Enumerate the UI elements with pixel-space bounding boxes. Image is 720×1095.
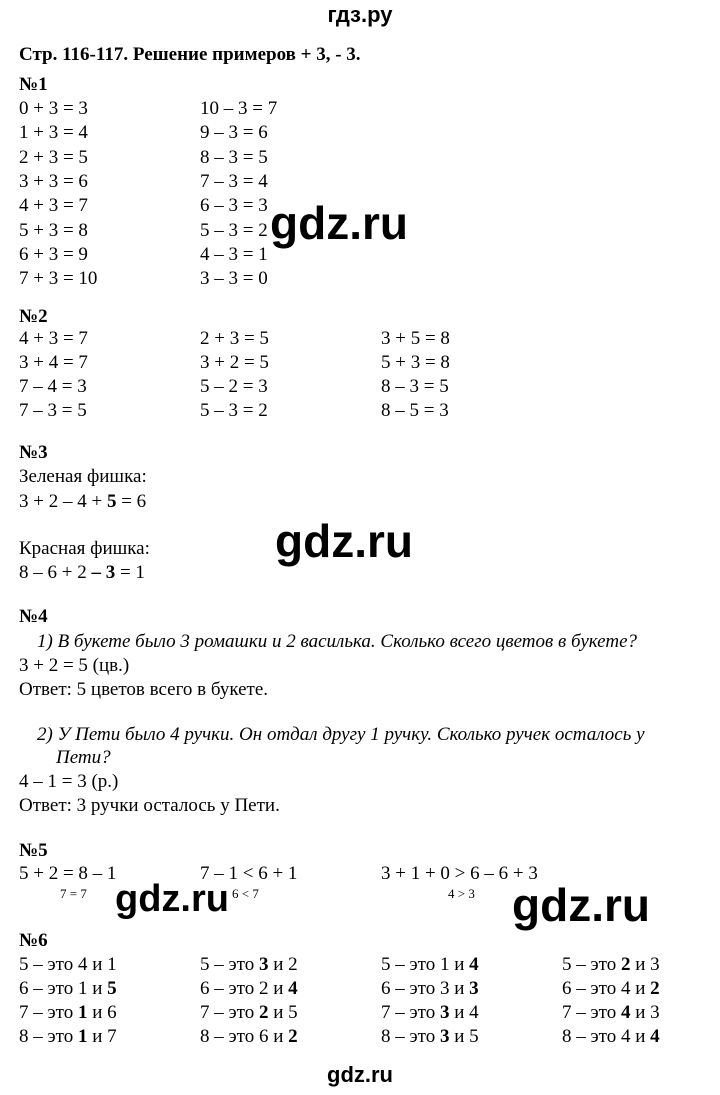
decomposition-text: 8 – это [19,1026,78,1047]
comparison-3-note: 4 > 3 [448,886,475,901]
section-4-heading: №4 [19,606,48,627]
comparison-3: 3 + 1 + 0 > 6 – 6 + 3 [381,863,538,884]
decomposition-text: и 6 [87,1002,117,1023]
decomposition-text: и 5 [268,1002,298,1023]
section-1-heading: №1 [19,74,48,95]
decomposition-answer: 5 [107,978,117,999]
task-2-text-line-2: Пети? [56,747,111,768]
red-eq-answer: – 3 [91,562,116,583]
equation: 5 – 3 = 2 [200,400,268,421]
equation: 6 + 3 = 9 [19,243,88,265]
decomposition-answer: 4 [620,1002,631,1023]
decomposition [19,1025,117,1049]
watermark: gdz.ru [512,879,650,931]
decomposition-answer: 3 [469,978,479,999]
equation: 3 + 4 = 7 [19,352,88,373]
equation: 4 + 3 = 7 [19,328,88,349]
decomposition-text: 5 – это [562,954,621,975]
equation: 3 – 3 = 0 [200,268,268,290]
decomposition [562,977,660,1001]
equation: 8 – 5 = 3 [381,400,449,421]
decomposition-answer: 2 [288,1026,298,1047]
section-5-heading: №5 [19,840,48,861]
decomposition-answer: 2 [258,1002,269,1023]
equation: 5 – 2 = 3 [200,376,268,397]
decomposition-text: 6 – это 3 и [381,978,470,999]
task-2-text-line-1: 2) У Пети было 4 ручки. Он отдал другу 1 ручку. Сколько ручек осталось у [37,724,645,745]
equation: 9 – 3 = 6 [200,122,268,144]
decomposition-text: 7 – это [200,1002,259,1023]
task-2-solution: 4 – 1 = 3 (р.) [19,771,119,792]
comparison-2: 7 – 1 < 6 + 1 [200,863,298,884]
decomposition [19,1001,117,1025]
decomposition-answer: 3 [439,1002,450,1023]
decomposition-text: 7 – это [19,1002,78,1023]
decomposition-text: 6 – это 1 и [19,978,108,999]
task-1-answer: Ответ: 5 цветов всего в букете. [19,679,269,700]
decomposition [562,1001,660,1025]
decomposition-text: 7 – это [562,1002,621,1023]
equation: 7 + 3 = 10 [19,268,98,290]
decomposition-answer: 2 [650,978,660,999]
decomposition [200,977,298,1001]
equation: 8 – 3 = 5 [381,376,449,397]
red-chip-label: Красная фишка: [19,538,150,559]
red-eq-part-a: 8 – 6 + 2 [19,562,92,583]
decomposition-text: 7 – это [381,1002,440,1023]
decomposition-text: и 5 [449,1026,479,1047]
page-title: Стр. 116-117. Решение примеров + 3, - 3. [19,44,361,65]
task-2-answer: Ответ: 3 ручки осталось у Пети. [19,795,280,816]
decomposition-text: и 2 [268,954,298,975]
decomposition-answer: 3 [439,1026,450,1047]
site-footer: gdz.ru [327,1062,393,1087]
green-chip-label: Зеленая фишка: [19,466,147,487]
decomposition [562,1025,660,1049]
decomposition-text: и 3 [630,1002,660,1023]
equation: 7 – 4 = 3 [19,376,87,397]
watermark: gdz.ru [275,515,413,567]
decomposition [19,977,117,1001]
decomposition [200,953,298,977]
decomposition-answer: 3 [258,954,269,975]
decomposition-text: и 3 [630,954,660,975]
green-eq-part-a: 3 + 2 – 4 + [19,491,107,512]
decomposition-text: 5 – это 1 и [381,954,470,975]
green-eq-answer: 5 [106,491,117,512]
equation: 6 – 3 = 3 [200,195,268,217]
decomposition-text: 5 – это [200,954,259,975]
decomposition-text: и 7 [87,1026,117,1047]
watermark: gdz.ru [270,197,408,249]
decomposition [200,1001,298,1025]
equation: 5 + 3 = 8 [19,219,88,241]
equation: 5 – 3 = 2 [200,219,268,241]
decomposition [562,953,660,977]
decomposition-text: 5 – это 4 и 1 [19,954,117,975]
decomposition-text: 6 – это 4 и [562,978,651,999]
equation: 8 – 3 = 5 [200,146,268,168]
green-eq-part-c: = 6 [116,491,147,512]
decomposition-text: 6 – это 2 и [200,978,289,999]
task-1-text: 1) В букете было 3 ромашки и 2 василька. Сколько всего цветов в букете? [37,631,638,652]
decomposition-text: и 4 [449,1002,479,1023]
decomposition [200,1025,298,1049]
decomposition-answer: 1 [77,1026,88,1047]
task-1-solution: 3 + 2 = 5 (цв.) [19,655,130,676]
decomposition-answer: 4 [650,1026,660,1047]
comparison-1-note: 7 = 7 [60,886,87,901]
equation: 0 + 3 = 3 [19,98,88,119]
equation: 3 + 2 = 5 [200,352,269,373]
section-3-heading: №3 [19,442,48,463]
comparison-1: 5 + 2 = 8 – 1 [19,863,117,884]
decomposition-answer: 4 [469,954,479,975]
decomposition [381,953,479,977]
red-eq-part-c: = 1 [115,562,145,583]
equation: 7 – 3 = 4 [200,170,268,192]
decomposition-answer: 2 [620,954,631,975]
red-chip-equation [19,561,145,585]
decomposition [381,1025,479,1049]
decomposition-answer: 1 [77,1002,88,1023]
decomposition-text: 8 – это 6 и [200,1026,289,1047]
section-2-heading: №2 [19,306,48,327]
decomposition [381,1001,479,1025]
watermark: gdz.ru [115,878,229,920]
decomposition-text: 8 – это 4 и [562,1026,651,1047]
equation: 5 + 3 = 8 [381,352,450,373]
green-chip-equation [19,490,146,514]
equation: 3 + 3 = 6 [19,170,88,192]
equation: 7 – 3 = 5 [19,400,87,421]
site-header: гдз.ру [327,2,393,27]
decomposition [19,953,117,977]
equation: 1 + 3 = 4 [19,122,88,144]
equation: 3 + 5 = 8 [381,328,450,349]
decomposition [381,977,479,1001]
comparison-2-note: 6 < 7 [232,886,259,901]
section-6-heading: №6 [19,930,48,951]
decomposition-text: 8 – это [381,1026,440,1047]
equation: 4 + 3 = 7 [19,195,88,217]
equation: 10 – 3 = 7 [200,98,278,119]
equation: 4 – 3 = 1 [200,243,268,265]
equation: 2 + 3 = 5 [200,328,269,349]
decomposition-answer: 4 [288,978,298,999]
equation: 2 + 3 = 5 [19,146,88,168]
